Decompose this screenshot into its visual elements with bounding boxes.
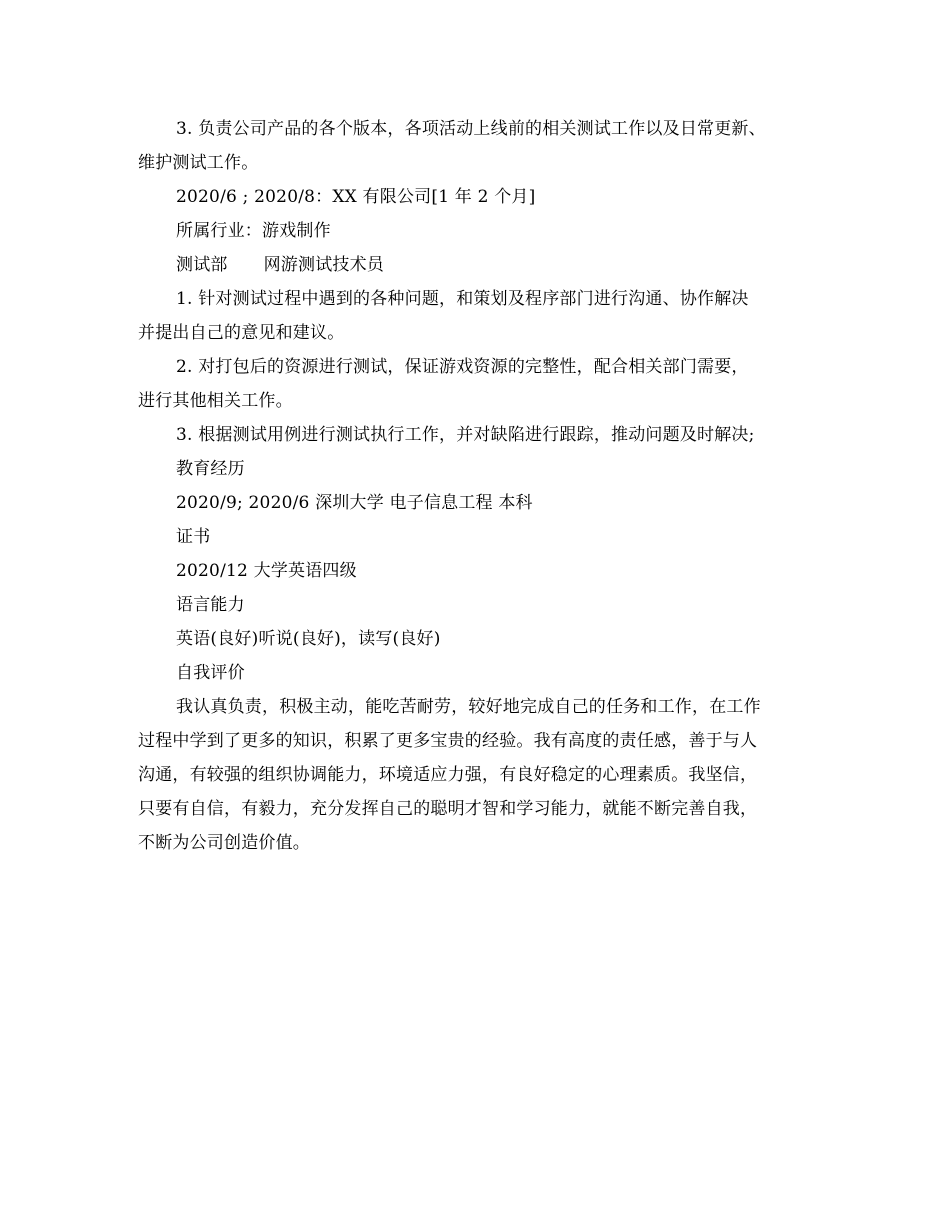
- employment-period: 2020/6 ; 2020/8：XX 有限公司[1 年 2 个月]: [176, 187, 536, 207]
- department-text: 测试部: [176, 255, 228, 275]
- duty-1-line-1: 1. 针对测试过程中遇到的各种问题，和策划及程序部门进行沟通、协作解决: [176, 289, 749, 309]
- self-evaluation-line-3: 沟通，有较强的组织协调能力，环境适应力强，有良好稳定的心理素质。我坚信，: [138, 765, 758, 785]
- education-heading: 教育经历: [176, 459, 245, 479]
- duty-2-line-1: 2. 对打包后的资源进行测试，保证游戏资源的完整性，配合相关部门需要，: [176, 357, 749, 377]
- responsibility-3-line-2: 维护测试工作。: [138, 153, 259, 173]
- duty-1-line-2: 并提出自己的意见和建议。: [138, 323, 345, 343]
- duty-2-line-2: 进行其他相关工作。: [138, 391, 293, 411]
- certificate-heading: 证书: [176, 527, 211, 547]
- self-evaluation-line-2: 过程中学到了更多的知识，积累了更多宝贵的经验。我有高度的责任感，善于与人: [138, 731, 758, 751]
- language-entry: 英语(良好)听说(良好)，读写(良好): [176, 629, 441, 649]
- self-evaluation-line-4: 只要有自信，有毅力，充分发挥自己的聪明才智和学习能力，就能不断完善自我，: [138, 799, 758, 819]
- self-evaluation-line-5: 不断为公司创造价值。: [138, 833, 310, 853]
- self-evaluation-heading: 自我评价: [176, 663, 245, 683]
- self-evaluation-line-1: 我认真负责，积极主动，能吃苦耐劳，较好地完成自己的任务和工作，在工作: [176, 697, 761, 717]
- responsibility-3-line-1: 3. 负责公司产品的各个版本，各项活动上线前的相关测试工作以及日常更新、: [176, 119, 766, 139]
- duty-3-line: 3. 根据测试用例进行测试执行工作，并对缺陷进行跟踪，推动问题及时解决;: [176, 425, 755, 445]
- document-body: [138, 112, 818, 860]
- education-entry: 2020/9; 2020/6 深圳大学 电子信息工程 本科: [176, 493, 533, 513]
- position-text: 网游测试技术员: [263, 255, 385, 275]
- certificate-entry: 2020/12 大学英语四级: [176, 561, 357, 581]
- department-position-line: [138, 248, 818, 282]
- industry-line: 所属行业：游戏制作: [176, 221, 331, 241]
- language-heading: 语言能力: [176, 595, 245, 615]
